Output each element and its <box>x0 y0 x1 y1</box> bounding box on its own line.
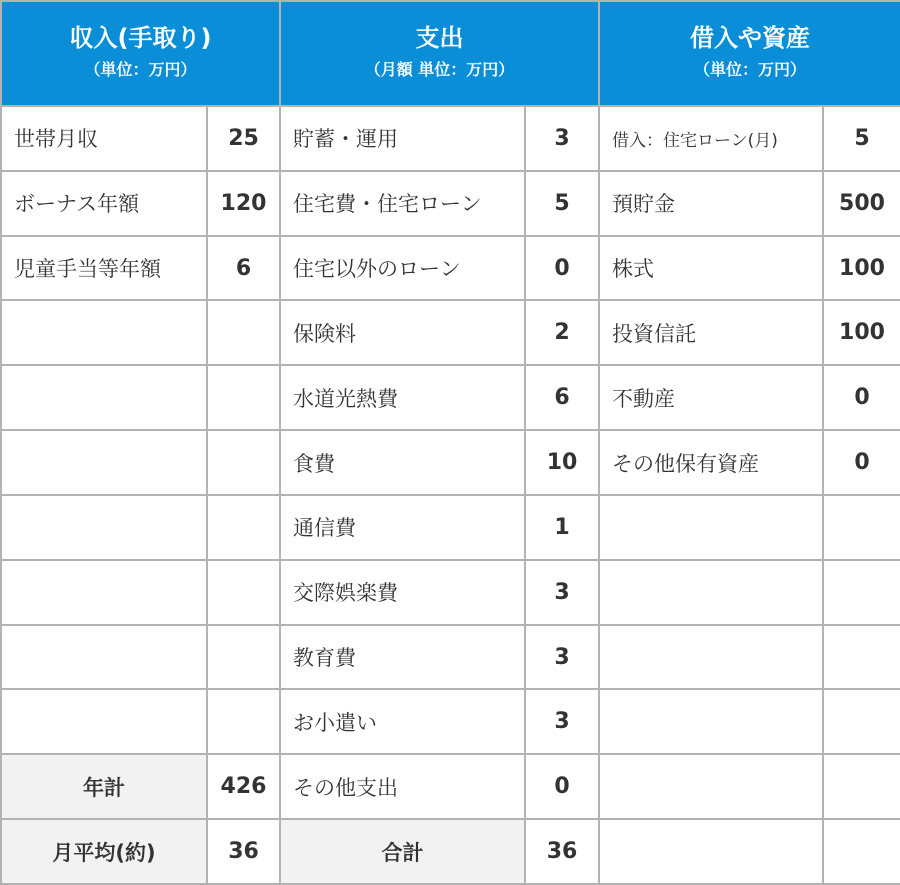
income-label: 児童手当等年額 <box>1 236 207 301</box>
empty-cell <box>1 560 207 625</box>
expense-value: 2 <box>525 300 599 365</box>
expense-label: 交際娯楽費 <box>280 560 525 625</box>
asset-label: 預貯金 <box>599 171 823 236</box>
table-row <box>1 106 900 171</box>
asset-label: 不動産 <box>599 365 823 430</box>
table-row <box>1 819 900 884</box>
expense-total-value: 36 <box>525 819 599 884</box>
table-row <box>1 495 900 560</box>
empty-cell <box>599 560 823 625</box>
asset-label: 投資信託 <box>599 300 823 365</box>
expenses-header-unit: （月額 単位：万円） <box>364 60 515 80</box>
annual-total-label: 年計 <box>1 754 207 819</box>
expense-value: 3 <box>525 689 599 754</box>
assets-header-title: 借入や資産 <box>690 24 811 53</box>
income-header-title: 収入(手取り) <box>69 24 212 53</box>
monthly-average-value: 36 <box>207 819 280 884</box>
empty-cell <box>823 819 900 884</box>
expense-value: 3 <box>525 106 599 171</box>
monthly-average-label: 月平均(約) <box>1 819 207 884</box>
income-header <box>1 1 280 106</box>
empty-cell <box>1 430 207 495</box>
expense-value: 5 <box>525 171 599 236</box>
income-label: 世帯月収 <box>1 106 207 171</box>
table-row <box>1 430 900 495</box>
empty-cell <box>1 300 207 365</box>
expense-total-label: 合計 <box>280 819 525 884</box>
empty-cell <box>823 625 900 690</box>
empty-cell <box>599 819 823 884</box>
table-row <box>1 236 900 301</box>
income-value: 25 <box>207 106 280 171</box>
expense-value: 0 <box>525 754 599 819</box>
empty-cell <box>823 495 900 560</box>
income-header-unit: （単位：万円） <box>84 60 197 80</box>
expense-label: 教育費 <box>280 625 525 690</box>
table-row <box>1 300 900 365</box>
table-row <box>1 625 900 690</box>
asset-label: その他保有資産 <box>599 430 823 495</box>
empty-cell <box>1 625 207 690</box>
expense-label: 貯蓄・運用 <box>280 106 525 171</box>
empty-cell <box>1 689 207 754</box>
empty-cell <box>1 365 207 430</box>
empty-cell <box>207 300 280 365</box>
empty-cell <box>823 754 900 819</box>
expenses-header <box>280 1 599 106</box>
income-label: ボーナス年額 <box>1 171 207 236</box>
expense-label: 水道光熱費 <box>280 365 525 430</box>
asset-value: 100 <box>823 300 900 365</box>
expense-value: 0 <box>525 236 599 301</box>
header-row <box>1 1 900 106</box>
empty-cell <box>207 689 280 754</box>
empty-cell <box>207 365 280 430</box>
empty-cell <box>1 495 207 560</box>
expense-value: 10 <box>525 430 599 495</box>
expense-value: 1 <box>525 495 599 560</box>
expense-label: 食費 <box>280 430 525 495</box>
table-row <box>1 754 900 819</box>
asset-value: 5 <box>823 106 900 171</box>
empty-cell <box>823 560 900 625</box>
empty-cell <box>823 689 900 754</box>
asset-value: 500 <box>823 171 900 236</box>
asset-label: 株式 <box>599 236 823 301</box>
asset-value: 100 <box>823 236 900 301</box>
empty-cell <box>599 625 823 690</box>
asset-value: 0 <box>823 365 900 430</box>
income-value: 6 <box>207 236 280 301</box>
expense-label: 住宅以外のローン <box>280 236 525 301</box>
expense-label: 住宅費・住宅ローン <box>280 171 525 236</box>
expense-value: 6 <box>525 365 599 430</box>
assets-header <box>599 1 900 106</box>
empty-cell <box>207 625 280 690</box>
empty-cell <box>599 754 823 819</box>
table-row <box>1 171 900 236</box>
table-row <box>1 560 900 625</box>
empty-cell <box>599 689 823 754</box>
expense-value: 3 <box>525 625 599 690</box>
asset-value: 0 <box>823 430 900 495</box>
table-row <box>1 689 900 754</box>
asset-label: 借入：住宅ローン(月) <box>599 106 823 171</box>
empty-cell <box>207 430 280 495</box>
expense-value: 3 <box>525 560 599 625</box>
assets-header-unit: （単位：万円） <box>694 60 807 80</box>
empty-cell <box>599 495 823 560</box>
annual-total-value: 426 <box>207 754 280 819</box>
empty-cell <box>207 495 280 560</box>
table-row <box>1 365 900 430</box>
expense-label: お小遣い <box>280 689 525 754</box>
income-value: 120 <box>207 171 280 236</box>
expenses-header-title: 支出 <box>415 24 464 53</box>
empty-cell <box>207 560 280 625</box>
expense-label: 通信費 <box>280 495 525 560</box>
expense-label: 保険料 <box>280 300 525 365</box>
expense-label: その他支出 <box>280 754 525 819</box>
